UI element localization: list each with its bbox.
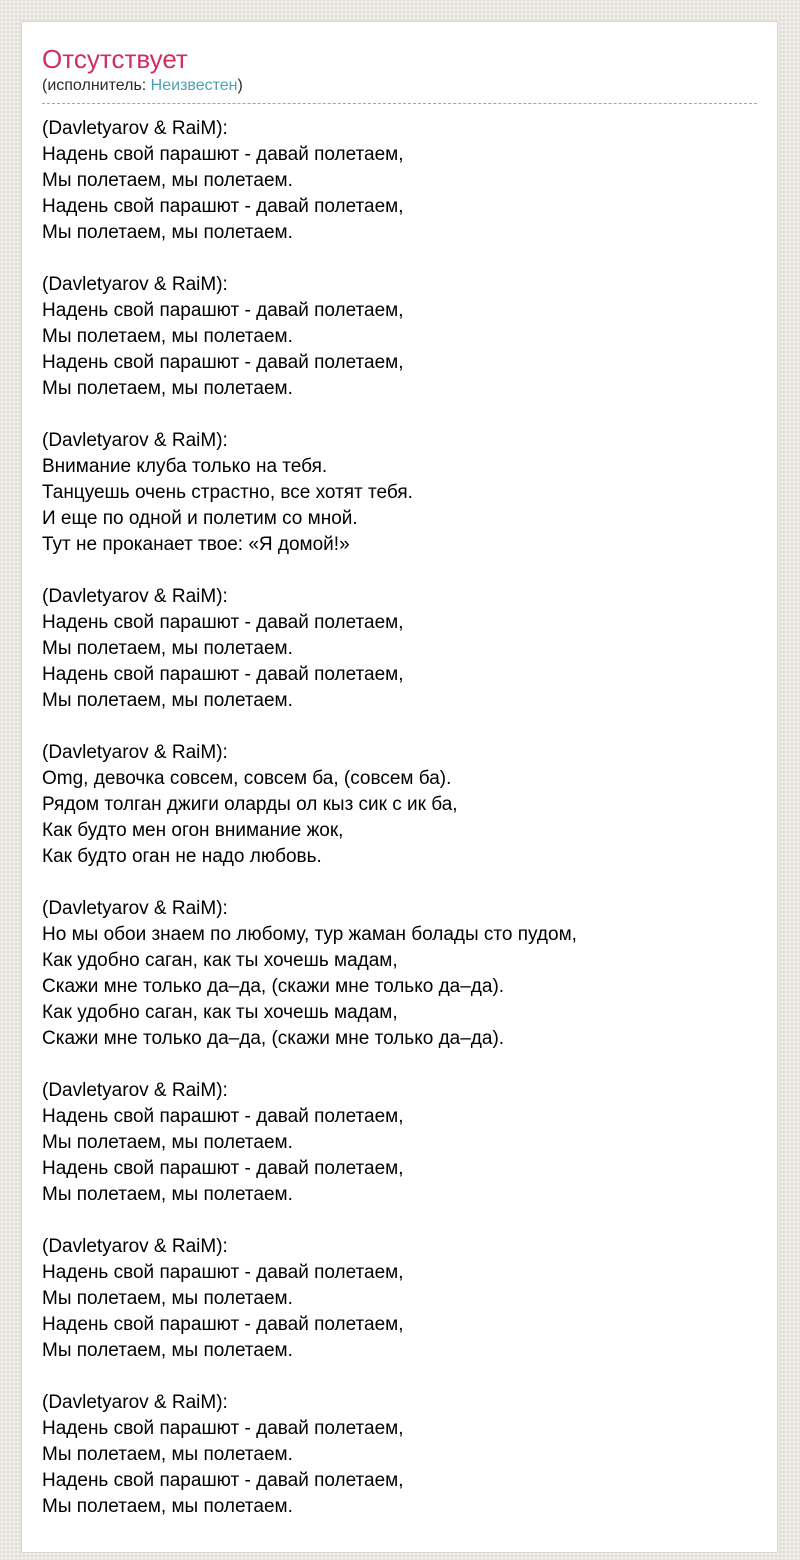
stanza bbox=[42, 1234, 757, 1364]
lyric-line: (Davletyarov & RaiM): bbox=[42, 1080, 228, 1101]
lyric-line: Мы полетаем, мы полетаем. bbox=[42, 1340, 293, 1361]
lyric-line: Надень свой парашют - давай полетаем, bbox=[42, 1314, 404, 1335]
lyric-line: Скажи мне только да–да, (скажи мне только да–да). bbox=[42, 976, 505, 997]
stanza bbox=[42, 116, 757, 246]
lyric-line: Танцуешь очень страстно, все хотят тебя. bbox=[42, 482, 413, 503]
lyric-line: Мы полетаем, мы полетаем. bbox=[42, 638, 293, 659]
lyric-line: И еще по одной и полетим со мной. bbox=[42, 508, 358, 529]
lyric-line: Как удобно саган, как ты хочешь мадам, bbox=[42, 950, 398, 971]
lyric-line: Как удобно саган, как ты хочешь мадам, bbox=[42, 1002, 398, 1023]
song-title-link[interactable]: Отсутствует bbox=[42, 44, 188, 74]
lyric-line: Мы полетаем, мы полетаем. bbox=[42, 326, 293, 347]
stanza bbox=[42, 428, 757, 558]
lyric-line: Надень свой парашют - давай полетаем, bbox=[42, 1262, 404, 1283]
lyric-line: Как будто мен огон внимание жок, bbox=[42, 820, 344, 841]
lyric-line: Надень свой парашют - давай полетаем, bbox=[42, 664, 404, 685]
lyric-line: (Davletyarov & RaiM): bbox=[42, 274, 228, 295]
lyrics bbox=[42, 104, 757, 1520]
lyric-line: Рядом толган джиги оларды ол кыз сик с ик ба, bbox=[42, 794, 458, 815]
lyric-line: Мы полетаем, мы полетаем. bbox=[42, 170, 293, 191]
stanza bbox=[42, 1390, 757, 1520]
lyric-line: (Davletyarov & RaiM): bbox=[42, 898, 228, 919]
lyric-line: Тут не проканает твое: «Я домой!» bbox=[42, 534, 350, 555]
lyric-line: Мы полетаем, мы полетаем. bbox=[42, 378, 293, 399]
lyric-line: Надень свой парашют - давай полетаем, bbox=[42, 1106, 404, 1127]
stanza bbox=[42, 272, 757, 402]
lyric-line: Omg, девочка совсем, совсем ба, (совсем ба). bbox=[42, 768, 452, 789]
lyric-line: Внимание клуба только на тебя. bbox=[42, 456, 328, 477]
lyric-line: Надень свой парашют - давай полетаем, bbox=[42, 1158, 404, 1179]
stanza bbox=[42, 1078, 757, 1208]
lyric-line: Мы полетаем, мы полетаем. bbox=[42, 1444, 293, 1465]
lyric-line: Мы полетаем, мы полетаем. bbox=[42, 1496, 293, 1517]
lyric-line: Надень свой парашют - давай полетаем, bbox=[42, 300, 404, 321]
lyric-line: (Davletyarov & RaiM): bbox=[42, 430, 228, 451]
lyric-line: Но мы обои знаем по любому, тур жаман болады сто пудом, bbox=[42, 924, 577, 945]
artist-line bbox=[42, 75, 757, 104]
lyric-line: Надень свой парашют - давай полетаем, bbox=[42, 196, 404, 217]
lyric-line: Мы полетаем, мы полетаем. bbox=[42, 222, 293, 243]
stanza bbox=[42, 740, 757, 870]
stanza bbox=[42, 896, 757, 1052]
lyric-line: Надень свой парашют - давай полетаем, bbox=[42, 144, 404, 165]
lyric-line: (Davletyarov & RaiM): bbox=[42, 742, 228, 763]
stanza bbox=[42, 584, 757, 714]
lyric-line: (Davletyarov & RaiM): bbox=[42, 586, 228, 607]
lyric-line: Мы полетаем, мы полетаем. bbox=[42, 1288, 293, 1309]
lyric-line: Надень свой парашют - давай полетаем, bbox=[42, 612, 404, 633]
lyric-line: Мы полетаем, мы полетаем. bbox=[42, 1184, 293, 1205]
lyric-line: Надень свой парашют - давай полетаем, bbox=[42, 1470, 404, 1491]
lyric-line: Мы полетаем, мы полетаем. bbox=[42, 690, 293, 711]
lyric-line: Скажи мне только да–да, (скажи мне только да–да). bbox=[42, 1028, 505, 1049]
lyric-line: Как будто оган не надо любовь. bbox=[42, 846, 322, 867]
lyric-line: Надень свой парашют - давай полетаем, bbox=[42, 352, 404, 373]
lyric-line: Надень свой парашют - давай полетаем, bbox=[42, 1418, 404, 1439]
lyric-line: (Davletyarov & RaiM): bbox=[42, 1392, 228, 1413]
lyric-line: Мы полетаем, мы полетаем. bbox=[42, 1132, 293, 1153]
artist-label: (исполнитель: bbox=[42, 77, 151, 94]
lyric-line: (Davletyarov & RaiM): bbox=[42, 1236, 228, 1257]
artist-link[interactable]: Неизвестен bbox=[150, 77, 238, 94]
lyrics-card bbox=[21, 21, 778, 1553]
lyric-line: (Davletyarov & RaiM): bbox=[42, 118, 228, 139]
artist-suffix: ) bbox=[237, 77, 243, 94]
